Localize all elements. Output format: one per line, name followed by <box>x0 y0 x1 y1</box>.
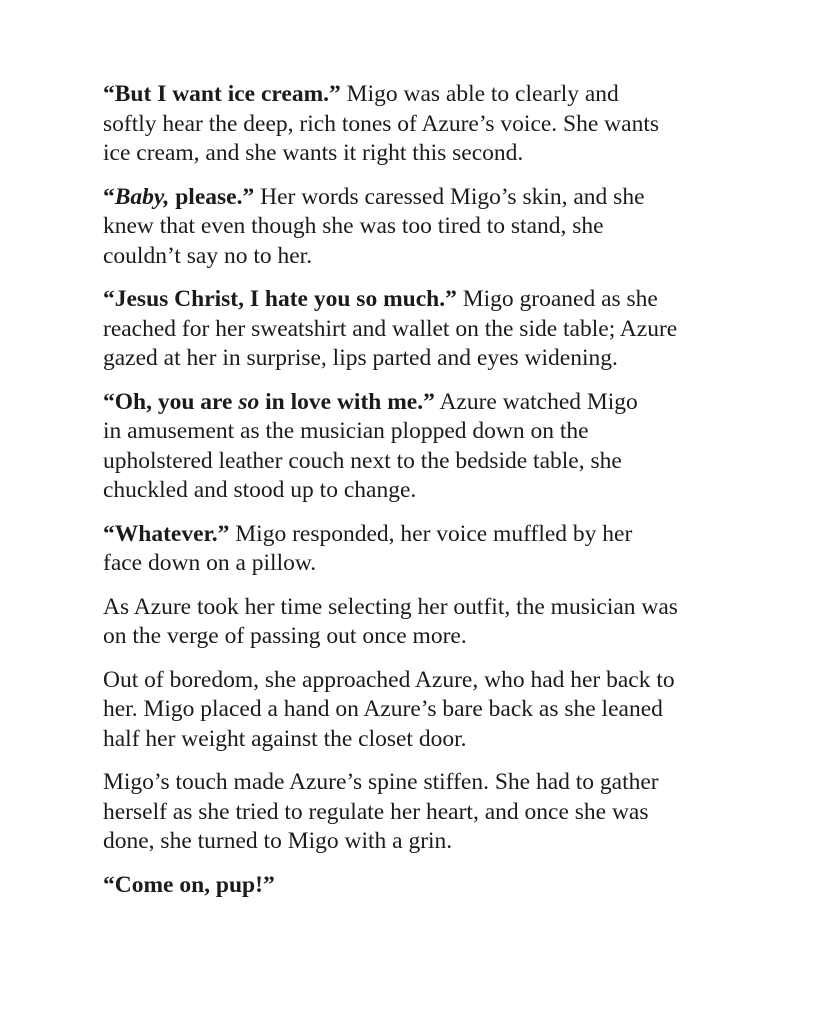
line: couldn’t say no to her. <box>103 242 313 269</box>
line: As Azure took her time selecting her outfit, the musician was <box>103 593 678 620</box>
line: Migo’s touch made Azure’s spine stiffen. She had to gather <box>103 769 659 795</box>
line: done, she turned to Migo with a grin. <box>103 828 453 854</box>
paragraph-1 <box>103 80 743 169</box>
line <box>103 183 743 213</box>
narration: Migo responded, her voice muffled by her <box>229 520 633 547</box>
paragraph-6 <box>103 593 743 652</box>
dialogue-bold: “Come on, pup!” <box>103 871 275 898</box>
paragraph-2 <box>103 183 743 272</box>
dialogue-bold-italic: Baby, <box>114 183 170 210</box>
dialogue-bold-italic: so <box>238 388 260 415</box>
narration: Migo was able to clearly and <box>340 81 619 107</box>
narration: Migo groaned as she <box>456 286 658 312</box>
line: in amusement as the musician plopped down on the <box>103 418 589 444</box>
line <box>103 80 743 110</box>
line: chuckled and stood up to change. <box>103 477 417 503</box>
narration: Azure watched Migo <box>434 388 638 415</box>
line: herself as she tried to regulate her heart, and once she was <box>103 798 649 825</box>
line <box>103 871 743 901</box>
dialogue-bold: “Jesus Christ, I hate you so much.” <box>103 286 457 312</box>
dialogue-bold: “Oh, you are <box>103 388 239 415</box>
narration: Her words caressed Migo’s skin, and she <box>254 183 645 210</box>
dialogue-bold: “But I want ice cream.” <box>103 81 341 107</box>
paragraph-3 <box>103 285 743 374</box>
line <box>103 285 743 315</box>
line: softly hear the deep, rich tones of Azure’s voice. She wants <box>103 110 660 137</box>
paragraph-8 <box>103 768 743 857</box>
line: upholstered leather couch next to the bedside table, she <box>103 447 622 474</box>
dialogue-bold: “Whatever.” <box>103 520 230 547</box>
paragraph-5 <box>103 520 743 579</box>
line: ice cream, and she wants it right this second. <box>103 140 524 166</box>
line <box>103 520 743 550</box>
dialogue-bold: please.” <box>169 183 255 210</box>
dialogue-bold: “ <box>103 183 115 210</box>
line <box>103 388 743 418</box>
line: on the verge of passing out once more. <box>103 623 467 649</box>
document-page <box>103 80 743 914</box>
paragraph-9 <box>103 871 743 901</box>
line: reached for her sweatshirt and wallet on the side table; Azure <box>103 315 678 342</box>
line: half her weight against the closet door. <box>103 725 467 752</box>
paragraph-7 <box>103 666 743 755</box>
dialogue-bold: in love with me.” <box>259 388 435 415</box>
line: knew that even though she was too tired to stand, she <box>103 213 604 239</box>
line: face down on a pillow. <box>103 550 317 576</box>
paragraph-4 <box>103 388 743 506</box>
line: gazed at her in surprise, lips parted and eyes widening. <box>103 345 618 371</box>
line: her. Migo placed a hand on Azure’s bare back as she leaned <box>103 696 663 722</box>
line: Out of boredom, she approached Azure, who had her back to <box>103 666 675 693</box>
